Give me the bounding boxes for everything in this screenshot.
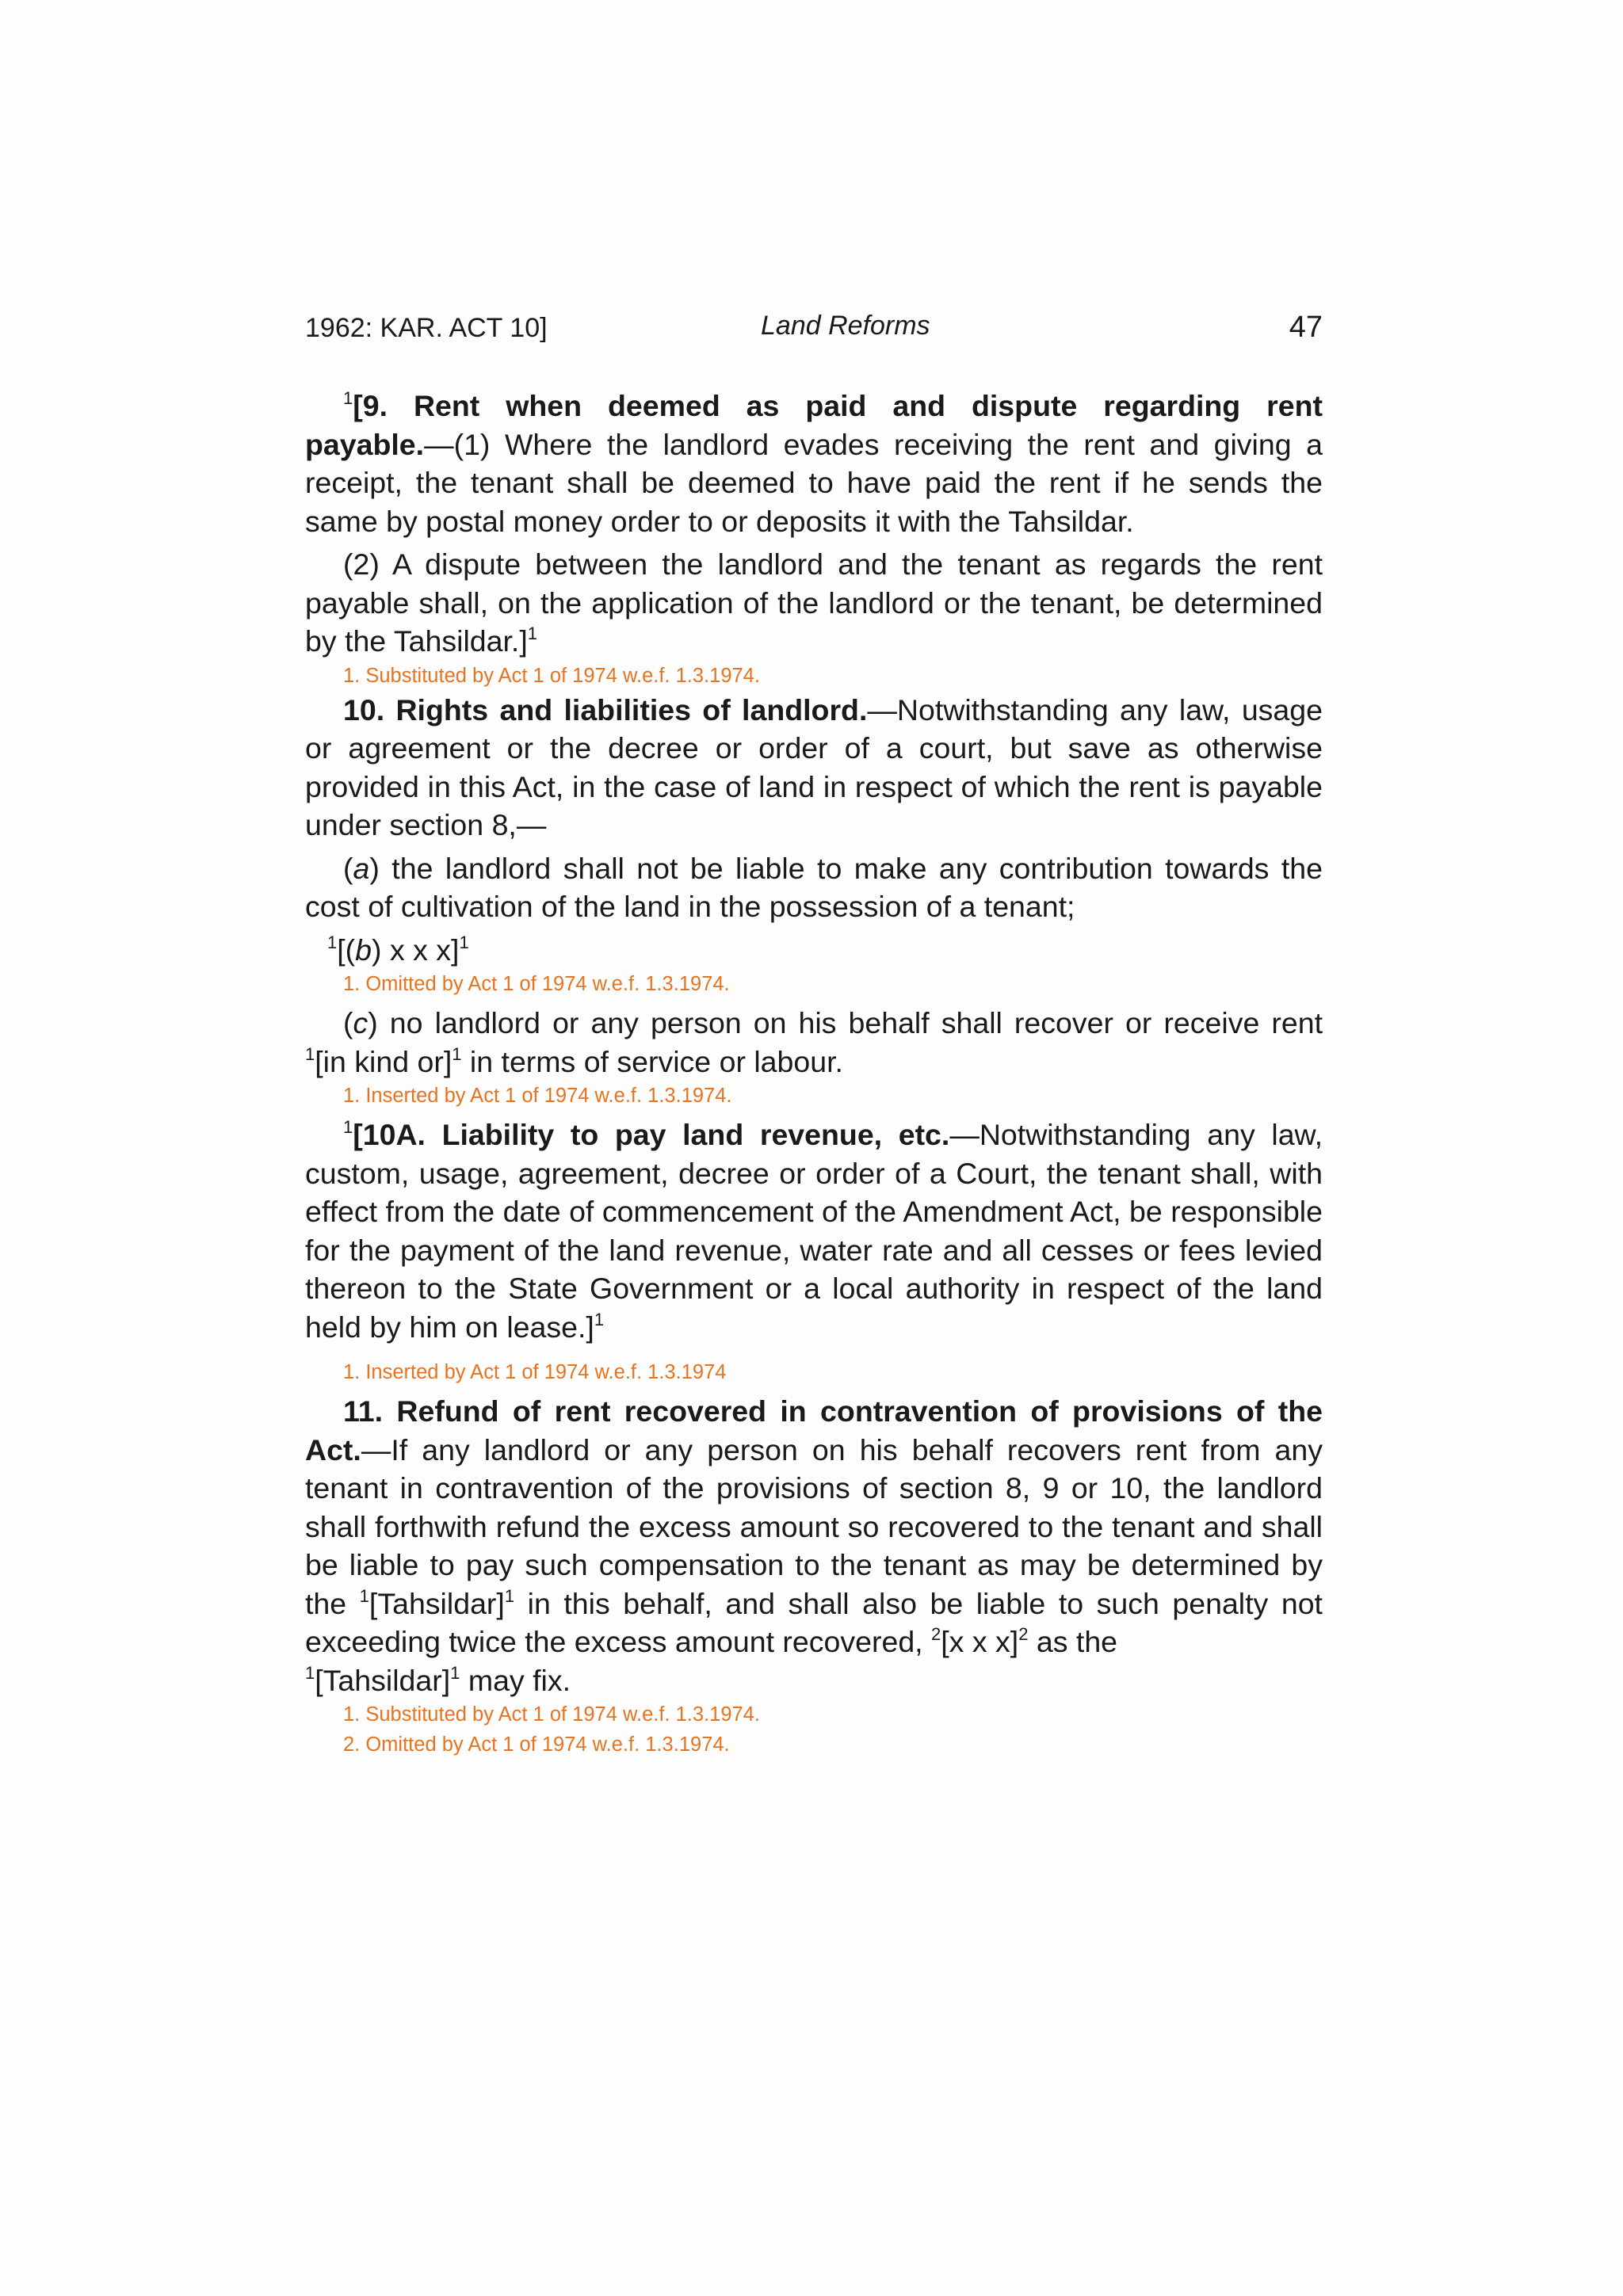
footnote-marker: 1 [305, 1662, 315, 1683]
clause-text: in terms of service or labour. [461, 1044, 843, 1078]
footnote-marker: 2 [931, 1624, 941, 1644]
section-11-text: —If any landlord or any person on his behalf recovers rent from any tenant in contravention of the provisions of section 8, 9 or 10, the landlord shall forthwith refund the excess amount so recovered to the tenant and shall be liable to pay such compensation to the tenant as may be determined by the [305, 1432, 1323, 1620]
act-reference: 1962: KAR. ACT 10] [305, 313, 548, 343]
clause-text: ) x x x] [372, 933, 460, 967]
substituted-text: [Tahsildar] [315, 1663, 451, 1697]
clause-a [305, 849, 1323, 926]
section-10-heading: 10. Rights and liabilities of landlord. [343, 692, 868, 727]
footnote-marker: 1 [527, 624, 537, 643]
section-11-text: as the [1028, 1625, 1118, 1658]
footnote-marker: 1 [327, 932, 338, 952]
footnote: 1. Inserted by Act 1 of 1974 w.e.f. 1.3.1974. [343, 1085, 732, 1107]
paren: ( [343, 1006, 353, 1039]
footnote: 1. Substituted by Act 1 of 1974 w.e.f. 1.3.1974. [343, 664, 760, 687]
footnote-marker: 1 [305, 1043, 315, 1064]
section-10a [305, 1116, 1323, 1346]
section-9-subsection-2 [305, 545, 1323, 661]
substituted-text: [Tahsildar] [369, 1586, 505, 1620]
page-number: 47 [1289, 311, 1323, 344]
subsection-text: (2) A dispute between the landlord and the tenant as regards the rent payable shall, on the application of the landlord or the tenant, be determined by the Tahsildar.] [305, 547, 1323, 658]
clause-letter: c [353, 1006, 369, 1039]
section-11-heading: 11. Refund of rent recovered in contravention of provisions of the Act. [305, 1394, 1323, 1466]
section-10a-text: —Notwithstanding any law, custom, usage, agreement, decree or order of a Court, the tenant shall, with effect from the date of commencement of the Amendment Act, be responsible for the payment of the land revenue, water rate and all cesses or fees levied thereon to the State Government or a local authority in respect of the land held by him on lease.] [305, 1118, 1323, 1344]
section-10a-heading: [10A. Liability to pay land revenue, etc. [353, 1118, 950, 1151]
clause-b [305, 931, 1323, 970]
section-11 [305, 1392, 1323, 1699]
footnote-marker: 2 [1018, 1624, 1029, 1644]
clause-letter: b [355, 933, 372, 967]
section-11-text: may fix. [460, 1663, 571, 1697]
section-10 [305, 691, 1323, 845]
clause-text: ) the landlord shall not be liable to make any contribution towards the cost of cultivation of the land in the possession of a tenant; [305, 851, 1323, 923]
section-9-heading: [9. Rent when deemed as paid and dispute regarding rent payable. [305, 389, 1323, 461]
paren: ( [343, 851, 353, 885]
footnote: 2. Omitted by Act 1 of 1974 w.e.f. 1.3.1974. [343, 1733, 730, 1756]
clause-text: ) no landlord or any person on his behalf shall recover or receive rent [368, 1006, 1323, 1039]
clause-letter: a [353, 851, 370, 885]
footnote-marker: 1 [452, 1043, 462, 1064]
section-9-text: —(1) Where the landlord evades receiving the rent and giving a receipt, the tenant shall be deemed to have paid the rent if he sends the same by postal money order to or deposits it with the Tahsildar. [305, 427, 1323, 538]
footnote: 1. Inserted by Act 1 of 1974 w.e.f. 1.3.1974 [343, 1361, 727, 1383]
inserted-text: [in kind or] [315, 1044, 453, 1078]
section-10-text: —Notwithstanding any law, usage or agreement or the decree or order of a court, but save as otherwise provided in this Act, in the case of land in respect of which the rent is payable under section 8,— [305, 692, 1323, 841]
page-header [305, 311, 1323, 345]
bracket: [( [337, 933, 356, 967]
footnote-marker: 1 [459, 932, 469, 952]
section-11-text: in this behalf, and shall also be liable to such penalty not exceeding twice the excess amount recovered, [305, 1586, 1323, 1658]
footnote-marker: 1 [594, 1309, 605, 1329]
running-title: Land Reforms [761, 311, 930, 341]
section-9 [305, 387, 1323, 540]
omitted-text: [x x x] [941, 1625, 1019, 1658]
footnote: 1. Omitted by Act 1 of 1974 w.e.f. 1.3.1974. [343, 973, 730, 995]
page-body [305, 387, 1323, 1760]
footnote-marker: 1 [504, 1585, 515, 1606]
footnote: 1. Substituted by Act 1 of 1974 w.e.f. 1.3.1974. [343, 1703, 760, 1726]
footnote-marker: 1 [343, 388, 353, 408]
footnote-marker: 1 [450, 1662, 460, 1683]
clause-c [305, 1004, 1323, 1081]
footnote-marker: 1 [343, 1117, 353, 1137]
footnote-marker: 1 [359, 1585, 369, 1606]
